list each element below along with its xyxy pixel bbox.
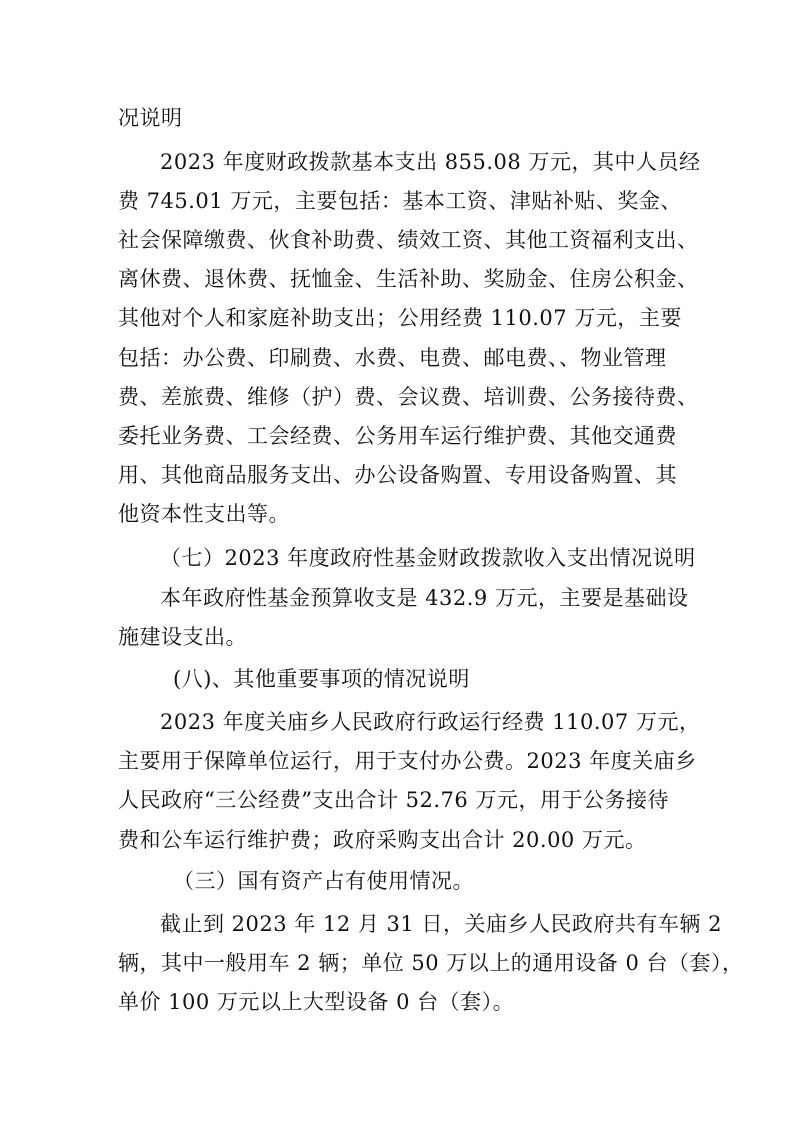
- text-line: 离休费、退休费、抚恤金、生活补助、奖励金、住房公积金、: [118, 267, 699, 291]
- text-line: 社会保障缴费、伙食补助费、绩效工资、其他工资福利支出、: [118, 228, 699, 252]
- text-line: 辆，其中一般用车 2 辆；单位 50 万以上的通用设备 0 台（套），: [118, 951, 744, 975]
- section-heading: (八)、其他重要事项的情况说明: [173, 667, 470, 691]
- text-line: 截止到 2023 年 12 月 31 日，关庙乡人民政府共有车辆 2: [160, 912, 722, 936]
- text-line: 主要用于保障单位运行，用于支付办公费。2023 年度关庙乡: [118, 749, 697, 773]
- section-heading: （三）国有资产占有使用情况。: [173, 869, 474, 893]
- text-line: 2023 年度关庙乡人民政府行政运行经费 110.07 万元，: [160, 710, 701, 734]
- text-line: 委托业务费、工会经费、公务用车运行维护费、其他交通费: [118, 424, 677, 448]
- text-line: 单价 100 万元以上大型设备 0 台（套）。: [118, 990, 515, 1014]
- text-line: 费、差旅费、维修（护）费、会议费、培训费、公务接待费、: [118, 385, 699, 409]
- text-line: 况说明: [118, 106, 183, 130]
- text-line: 包括：办公费、印刷费、水费、电费、邮电费、、物业管理: [118, 346, 667, 370]
- text-line: 本年政府性基金预算收支是 432.9 万元，主要是基础设: [160, 586, 689, 610]
- text-line: 2023 年度财政拨款基本支出 855.08 万元，其中人员经: [160, 150, 701, 174]
- section-heading: （七）2023 年度政府性基金财政拨款收入支出情况说明: [160, 546, 696, 570]
- text-line: 费 745.01 万元，主要包括：基本工资、津贴补贴、奖金、: [118, 189, 682, 213]
- text-line: 其他对个人和家庭补助支出；公用经费 110.07 万元，主要: [118, 306, 682, 330]
- text-line: 人民政府“三公经费”支出合计 52.76 万元，用于公务接待: [118, 788, 669, 812]
- text-line: 他资本性支出等。: [118, 502, 290, 526]
- text-line: 施建设支出。: [118, 625, 247, 649]
- text-line: 费和公车运行维护费；政府采购支出合计 20.00 万元。: [118, 828, 647, 852]
- text-line: 用、其他商品服务支出、办公设备购置、专用设备购置、其: [118, 463, 677, 487]
